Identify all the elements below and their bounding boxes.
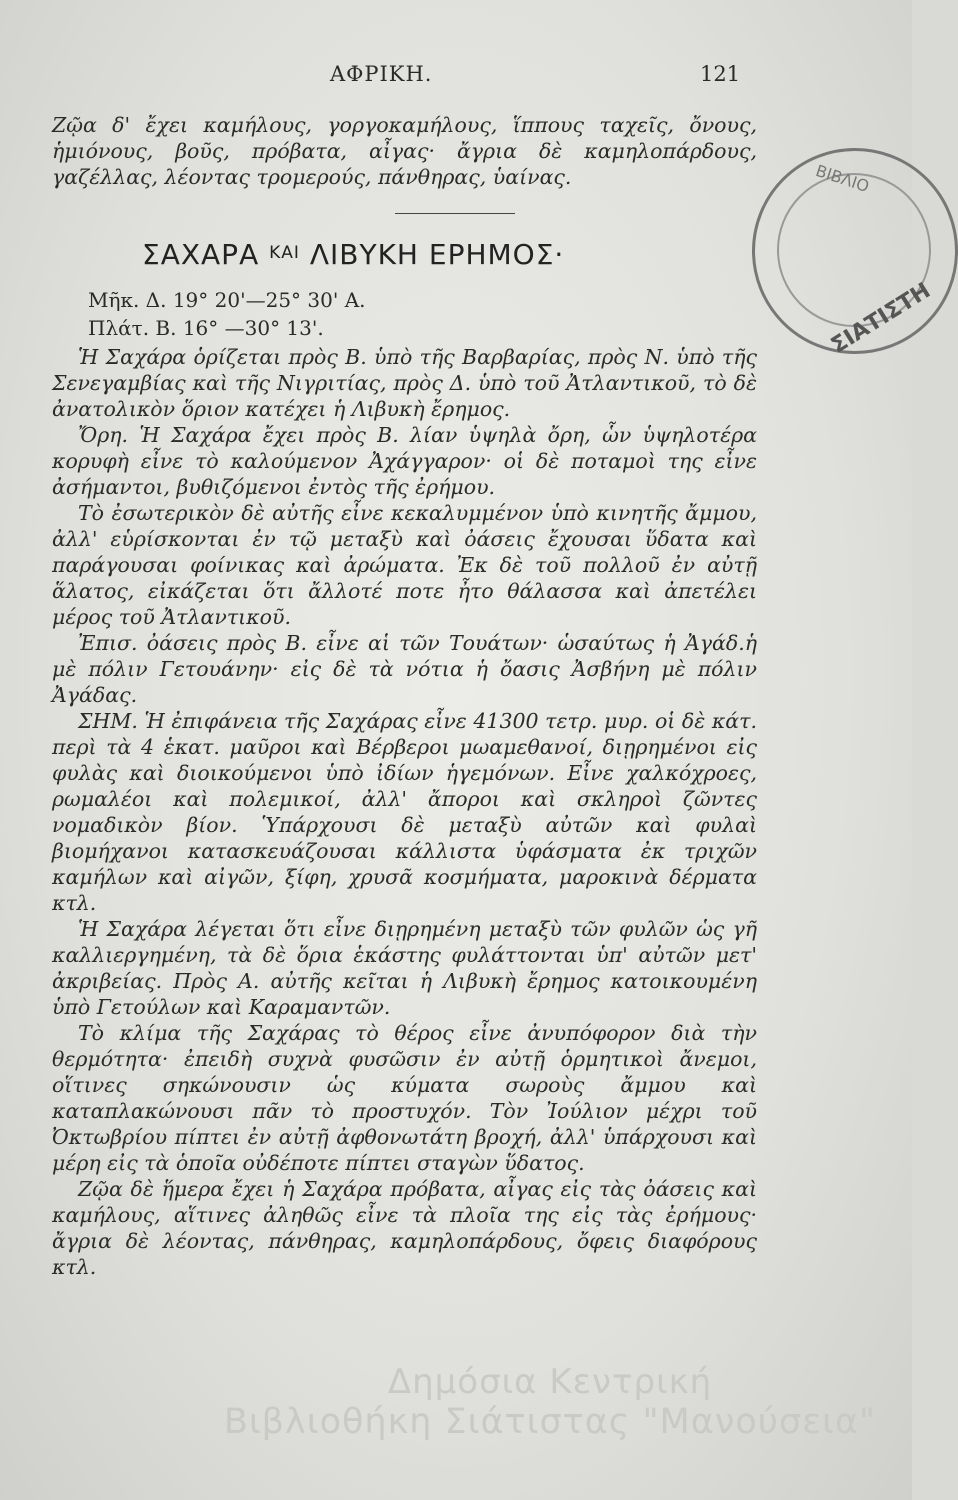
paragraph-borders: Ἡ Σαχάρα ὁρίζεται πρὸς Β. ὑπὸ τῆς Βαρβαρίας, πρὸς Ν. ὑπὸ τῆς Σενεγαμβίας καὶ τῆς Νιγριτίας, πρὸς Δ. ὑπὸ τοῦ Ἀτλαντικοῦ, τὸ δὲ ἀνατολικὸν ὅριον κατέχει ἡ Λιβυκὴ ἔρημος.: [52, 345, 757, 421]
page-header: [0, 62, 912, 92]
section-title: [142, 238, 564, 271]
section-title-main: ΣΑΧΑΡΑ: [142, 238, 260, 271]
paragraph-animals: Ζῷα δὲ ἥμερα ἔχει ἡ Σαχάρα πρόβατα, αἶγας εἰς τὰς ὀάσεις καὶ καμήλους, αἵτινες ἀληθῶς εἶνε τὰ πλοῖα της εἰς τὰς ἐρήμους· ἄγρια δὲ λέοντας, πάνθηρας, καμηλοπάρδους, ὄφεις διαφόρους κτλ.: [52, 1177, 757, 1279]
section-title-kai: ΚΑΙ: [269, 243, 300, 263]
stamp-text: ΣΙΑΤΙΣΤΗ: [826, 278, 936, 359]
paragraph-note: ΣΗΜ. Ἡ ἐπιφάνεια τῆς Σαχάρας εἶνε 41300 τετρ. μυρ. οἱ δὲ κάτ. περὶ τὰ 4 ἑκατ. μαῦροι καὶ Βέρβεροι μωαμεθανοί, διῃρημένοι εἰς φυλὰς καὶ διοικούμενοι ὑπὸ ἰδίων ἡγεμόνων. Εἶνε χαλκόχροες, ρωμαλέοι καὶ πολεμικοί, ἀλλ' ἄποροι καὶ σκληροὶ ζῶντες νομαδικὸν βίον. Ὑπάρχουσι δὲ μεταξὺ αὐτῶν καὶ φυλαὶ βιομήχανοι κατασκευάζουσαι κάλλιστα ὑφάσματα ἐκ τριχῶν καμήλων καὶ αἰγῶν, ξίφη, χρυσᾶ κοσμήματα, μαροκινὰ δέρματα κτλ.: [52, 709, 757, 915]
paragraph-climate: Τὸ κλίμα τῆς Σαχάρας τὸ θέρος εἶνε ἀνυπόφορον διὰ τὴν θερμότητα· ἐπειδὴ συχνὰ φυσῶσιν ἐν αὐτῇ ὁρμητικοὶ ἄνεμοι, οἵτινες σηκώνουσιν ὡς κύματα σωροὺς ἄμμου καὶ καταπλακώνουσι πᾶν τὸ προστυχόν. Τὸν Ἰούλιον μέχρι τοῦ Ὀκτωβρίου πίπτει ἐν αὐτῇ ἀφθονωτάτη βροχή, ἀλλ' ὑπάρχουσι καὶ μέρη εἰς τὰ ὁποῖα οὐδέποτε πίπτει σταγὼν ὕδατος.: [52, 1021, 757, 1175]
body-text: [52, 344, 757, 1280]
latitude-line: Πλάτ. Β. 16° —30° 13'.: [88, 316, 324, 340]
section-divider: [395, 213, 515, 214]
paragraph-interior: Τὸ ἐσωτερικὸν δὲ αὐτῆς εἶνε κεκαλυμμένον ὑπὸ κινητῆς ἄμμου, ἀλλ' εὑρίσκονται ἐν τῷ μεταξὺ καὶ ὀάσεις ἔχουσαι ὕδατα καὶ παράγουσαι φοίνικας καὶ ἀρώματα. Ἐκ δὲ τοῦ πολλοῦ ἐν αὐτῇ ἅλατος, εἰκάζεται ὅτι ἄλλοτέ ποτε ἦτο θάλασσα καὶ ἀπετέλει μέρος τοῦ Ἀτλαντικοῦ.: [52, 501, 757, 629]
watermark-line-2: Βιβλιοθήκη Σιάτιστας "Μανούσεια": [223, 1402, 877, 1442]
library-stamp: [752, 148, 958, 359]
intro-paragraph: [52, 112, 757, 190]
paragraph-oases: Ἐπισ. ὀάσεις πρὸς Β. εἶνε αἱ τῶν Τουάτων· ὡσαύτως ἡ Ἀγάδ.ἡ μὲ πόλιν Γετουάνην· εἰς δὲ τὰ νότια ἡ ὄασις Ἀσβήνη μὲ πόλιν Ἀγάδας.: [52, 631, 757, 707]
running-head: ΑΦΡΙΚΗ.: [330, 62, 433, 86]
watermark-line-1: Δημόσια Κεντρική: [387, 1362, 713, 1402]
longitude-line: Μῆκ. Δ. 19° 20'—25° 30' Α.: [88, 288, 366, 312]
page-number: 121: [700, 62, 741, 86]
stamp-top-text: ΒΙΒΛΙΟ: [813, 160, 872, 197]
paragraph-mountains: Ὄρη. Ἡ Σαχάρα ἔχει πρὸς Β. λίαν ὑψηλὰ ὄρη, ὧν ὑψηλοτέρα κορυφὴ εἶνε τὸ καλούμενον Ἀχάγγαρον· οἱ δὲ ποταμοὶ της εἶνε ἀσήμαντοι, βυθιζόμενοι ἐντὸς τῆς ἐρήμου.: [52, 423, 757, 499]
intro-text: Ζῷα δ' ἔχει καμήλους, γοργοκαμήλους, ἵππους ταχεῖς, ὄνους, ἡμιόνους, βοῦς, πρόβατα, αἶγας· ἄγρια δὲ καμηλοπάρδους, γαζέλλας, λέοντας τρομερούς, πάνθηρας, ὑαίνας.: [52, 113, 757, 189]
section-title-rest: ΛΙΒΥΚΗ ΕΡΗΜΟΣ·: [309, 238, 565, 271]
paragraph-tribes: Ἡ Σαχάρα λέγεται ὅτι εἶνε διῃρημένη μεταξὺ τῶν φυλῶν ὡς γῆ καλλιεργημένη, τὰ δὲ ὅρια ἑκάστης φυλάττονται ὑπ' αὐτῶν μετ' ἀκριβείας. Πρὸς Α. αὐτῆς κεῖται ἡ Λιβυκὴ ἔρημος κατοικουμένη ὑπὸ Γετούλων καὶ Καραμαντῶν.: [52, 917, 757, 1019]
